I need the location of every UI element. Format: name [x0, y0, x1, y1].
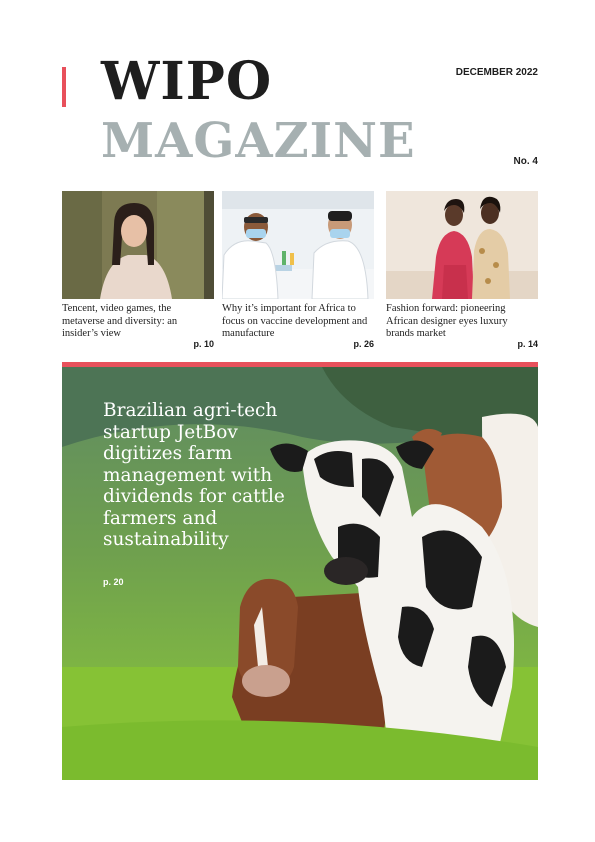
- teaser-photo-portrait: [62, 191, 214, 299]
- teaser-tencent[interactable]: [62, 191, 214, 349]
- masthead-title-wipo: WIPO: [101, 51, 273, 112]
- teaser-caption: Fashion forward: pioneering African designer eyes luxury brands market: [386, 303, 508, 339]
- issue-number: No. 4: [513, 156, 538, 167]
- teaser-photo-fashion: [386, 191, 538, 299]
- teaser-photo-lab: [222, 191, 374, 299]
- cover-story-headline[interactable]: Brazilian agri-tech startup JetBov digitizes farm management with dividends for cattle farmers and sustainability: [103, 400, 285, 550]
- teaser-page-number: p. 10: [193, 339, 214, 349]
- masthead-title-magazine: MAGAZINE: [101, 113, 416, 169]
- teaser-caption: Tencent, video games, the metaverse and diversity: an insider’s view: [62, 303, 178, 339]
- cover-story-page-number: p. 20: [103, 577, 124, 587]
- masthead-accent-bar: [62, 67, 66, 107]
- teaser-fashion[interactable]: [386, 191, 538, 349]
- teaser-caption: Why it’s important for Africa to focus on vaccine development and manufacture: [222, 303, 368, 339]
- teaser-page-number: p. 26: [353, 339, 374, 349]
- issue-date: DECEMBER 2022: [455, 67, 538, 78]
- teaser-page-number: p. 14: [517, 339, 538, 349]
- teaser-vaccines[interactable]: [222, 191, 374, 349]
